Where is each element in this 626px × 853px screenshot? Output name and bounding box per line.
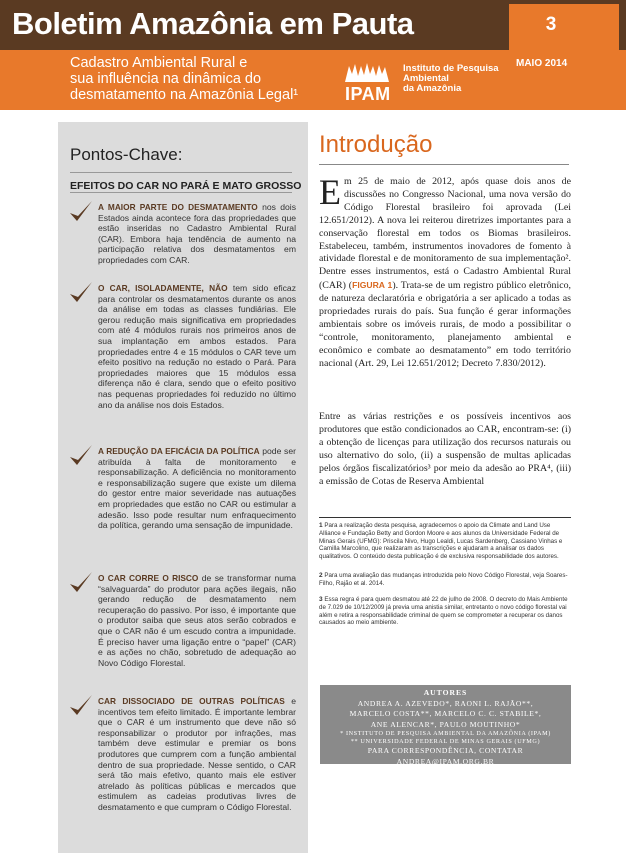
key-point-5	[70, 696, 296, 813]
ipam-logo	[343, 60, 503, 104]
drop-cap: E	[319, 172, 341, 212]
institution-line: * INSTITUTO DE PESQUISA AMBIENTAL DA AMAZÔNIA (IPAM)	[340, 730, 551, 737]
footnote-1	[319, 522, 571, 561]
key-point-2	[70, 283, 296, 410]
key-point-lead: O CAR, ISOLADAMENTE, NÃO	[98, 283, 228, 293]
key-point-text: pode ser atribuída à falta de monitoramento e responsabilização. A deficiência no monitoramento e responsabilização sugere que existe um dilema do gestor entre maior severidade nas autuações em propriedades que estão no CAR ou estimular a adesão. Isso pode resultar num enfraquecimento da política, gerando uma sensação de impunidade.	[98, 446, 296, 531]
divider	[70, 172, 292, 173]
issue-number: 3	[545, 14, 557, 35]
section-heading: Introdução	[319, 131, 433, 158]
intro-paragraph-2: Entre as várias restrições e os possíveis incentivos aos produtores que estão condicionados ao CAR, encontram-se: (i) a obtenção de licenças para utilização dos recursos naturais ou uso alternativo do solo, (ii) a suspensão de multas aplicadas pelos órgãos fiscalizatórios³ por meio da adesão ao PRA⁴, (iii) a emissão de Cotas de Reserva Ambiental	[319, 411, 571, 487]
key-points-subheading: EFEITOS DO CAR NO PARÁ E MATO GROSSO	[70, 180, 302, 192]
key-point-lead: A MAIOR PARTE DO DESMATAMENTO	[98, 202, 258, 212]
footnote-number: 1	[319, 522, 323, 529]
authors-line: MARCELO COSTA**, MARCELO C. C. STABILE*,	[349, 709, 542, 718]
key-point-text: nos dois Estados ainda acontece fora das propriedades que estão inseridas no Cadastro Ambiental Rural (CAR). Embora haja tendência de aumento na participação relativa dos desmatamentos em propriedades com CAR.	[98, 202, 296, 265]
footnotes-divider	[319, 517, 571, 518]
key-point-text: e incentivos tem efeito limitado. É importante lembrar que o CAR é um instrumento que deve não só responsabilizar o produtor por infrações, mas também deve estimular e premiar os bons produtores que cumprem com a função ambiental dentro de sua propriedade. Nesse sentido, o CAR será tão mais efetivo, quanto mais ele estiver atrelado às políticas públicas e mercados que estimulem as cadeias produtivas livres de desmatamento e que cumpram o Código Florestal.	[98, 696, 297, 812]
key-point-lead: A REDUÇÃO DA EFICÁCIA DA POLÍTICA	[98, 446, 260, 456]
subtitle-line: sua influência na dinâmica do	[70, 71, 262, 87]
authors-heading: AUTORES	[423, 688, 468, 697]
contact-email[interactable]: ANDREA@IPAM.ORG.BR	[396, 756, 495, 766]
footnote-number: 3	[319, 596, 323, 603]
key-points-heading: Pontos-Chave:	[70, 145, 183, 164]
authors-line: ANE ALENCAR*, PAULO MOUTINHO*	[370, 719, 521, 729]
figure-link[interactable]: FIGURA 1	[352, 280, 393, 291]
authors-line: ANDREA A. AZEVEDO*, RAONI L. RAJÃO**,	[357, 698, 534, 708]
key-point-lead: O CAR CORRE O RISCO	[98, 573, 199, 583]
logo-name-line: Instituto de Pesquisa	[403, 63, 499, 74]
logo-wordmark: IPAM	[345, 84, 391, 104]
footnote-2	[319, 572, 571, 588]
key-point-text: tem sido eficaz para controlar os desmatamentos durante os anos da análise em todas as classes fundiárias. Ele gerou redução mais significativa em propriedades com até 4 módulos rurais nos primeiros anos de sua implantação em ambos estados. Para propriedades entre 4 e 15 módulos o CAR teve um efeito positivo na redução no estado o Pará. Para propriedades maiores que 15 módulos essa diferença não é clara, sendo que o efeito positivo nas pequenas propriedades foi reduzido no último ano da análise nos dois Estados.	[98, 283, 296, 410]
subtitle-line: Cadastro Ambiental Rural e	[70, 55, 248, 71]
footnote-text: Para uma avaliação das mudanças introduzida pelo Novo Código Florestal, veja Soares-Filho, Rajão et al. 2014.	[319, 572, 568, 587]
key-point-lead: CAR DISSOCIADO DE OUTRAS POLÍTICAS	[98, 696, 285, 706]
key-point-3	[70, 446, 296, 531]
key-point-4	[70, 573, 296, 668]
bulletin-subtitle	[70, 55, 310, 103]
bulletin-title: Boletim Amazônia em Pauta	[12, 6, 414, 41]
subtitle-line: desmatamento na Amazônia Legal¹	[70, 87, 299, 103]
intro-paragraph-1	[319, 172, 571, 371]
divider	[319, 164, 569, 165]
footnote-text: Para a realização desta pesquisa, agradecemos o apoio da Climate and Land Use Alliance e Fundação Betty and Gordon Moore e aos alunos da Universidade Federal de Minas Gerais (UFMG): Priscila Nivo, Hugo Lealdi, Lucas Sardenberg, Cassiano Vinhas e Camilla Marcolino, que realizaram as transcrições e ajudaram a analisar os dados qualitativos. O conteúdo desta publicação é de exclusiva responsabilidade dos autores.	[319, 522, 563, 561]
logo-name-line: da Amazônia	[403, 83, 462, 94]
divider	[70, 192, 292, 193]
issue-date: MAIO 2014	[516, 58, 568, 69]
footnote-text: Essa regra é para quem desmatou até 22 de julho de 2008. O decreto do Mais Ambiente de 7.029 de 10/12/2009 já previa uma anistia similar, entretanto o novo código florestal vai além e retira a responsabilidade criminal de quem se comprometer a recuperar os danos causados ao meio ambiente.	[319, 596, 568, 627]
paragraph-text: ). Trata-se de um registro público eletrônico, de natureza declaratória e obrigatória a ser aplicado a todas as propriedades rurais do país. Sua função é gerar informações ambientais sobre os imóveis rurais, de modo a possibilitar o “controle, monitoramento, planejamento ambiental e econômico e combate ao desmatamento” em todo território nacional (Art. 29, Lei 12.651/2012; Decreto 7.830/2012).	[319, 280, 571, 369]
logo-institute-name	[403, 64, 503, 94]
authors-block	[320, 688, 571, 767]
key-point-text: de se transformar numa “salvaguarda” do produtor para ações ilegais, não gerando redução de desmatamento nem recuperação do passivo. Por isso, é importante que o produtor saiba que seus atos serão cobrados e que o CAR não é um escudo contra a impunidade. É preciso haver uma ligação entre o “papel” (CAR) e as ações no chão, sobretudo de adequação ao Novo Código Florestal.	[98, 573, 296, 668]
institution-line: ** UNIVERSIDADE FEDERAL DE MINAS GERAIS (UFMG)	[350, 738, 541, 745]
logo-name-line: Ambiental	[403, 73, 449, 84]
footnote-number: 2	[319, 572, 323, 579]
paragraph-text: m 25 de maio de 2012, após quase dois anos de discussões no Congresso Nacional, uma nova versão do Código Florestal brasileiro foi aprovada (Lei 12.651/2012). A nova lei reiterou diretrizes importantes para a conservação florestal em todos os Biomas brasileiros. Estabeleceu, também, instrumentos inovadores de fomento à atividade florestal e de monitoramento de sua implementação². Dentre esses instrumentos, está o Cadastro Ambiental Rural (CAR) (	[319, 176, 571, 292]
footnote-3	[319, 596, 571, 627]
contact-line: PARA CORRESPONDÊNCIA, CONTATAR	[367, 746, 524, 755]
key-point-1	[70, 202, 296, 266]
